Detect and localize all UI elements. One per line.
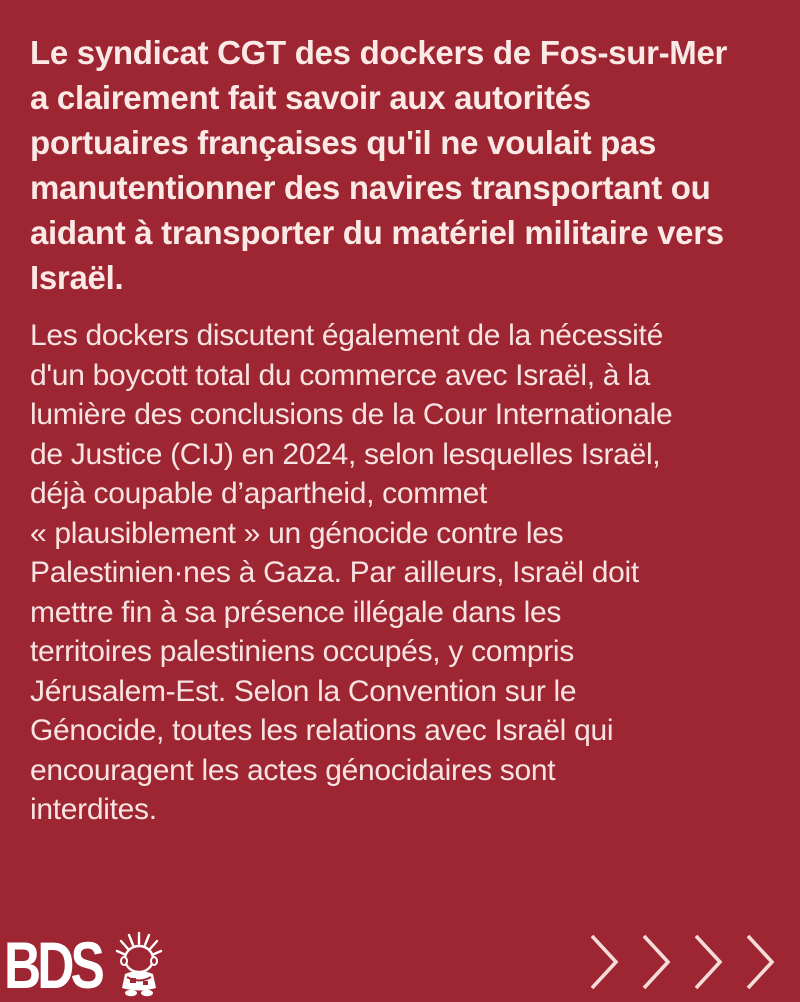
handala-icon xyxy=(110,930,168,998)
bds-logo xyxy=(4,928,124,1002)
body-paragraph: Les dockers discutent également de la nécessité d'un boycott total du commerce avec Israël, à la lumière des conclusions de la Cour Internationale de Justice (CIJ) en 2024, selon lesquelles Israël, déjà coupable d’apartheid, commet « plausiblement » un génocide contre les Palestinien·nes à Gaza. Par ailleurs, Israël doit mettre fin à sa présence illégale dans les territoires palestiniens occupés, y compris Jérusalem-Est. Selon la Convention sur le Génocide, toutes les relations avec Israël qui encouragent les actes génocidaires sont interdites. xyxy=(30,319,673,826)
bds-logo-text: BDS xyxy=(4,928,102,1002)
post-content xyxy=(30,30,775,830)
lead-paragraph: Le syndicat CGT des dockers de Fos-sur-Mer a clairement fait savoir aux autorités portuaires françaises qu'il ne voulait pas manutentionner des navires transportant ou aidant à transporter du matériel militaire vers Israël. xyxy=(30,34,728,296)
chevrons-right-icon xyxy=(588,930,794,994)
